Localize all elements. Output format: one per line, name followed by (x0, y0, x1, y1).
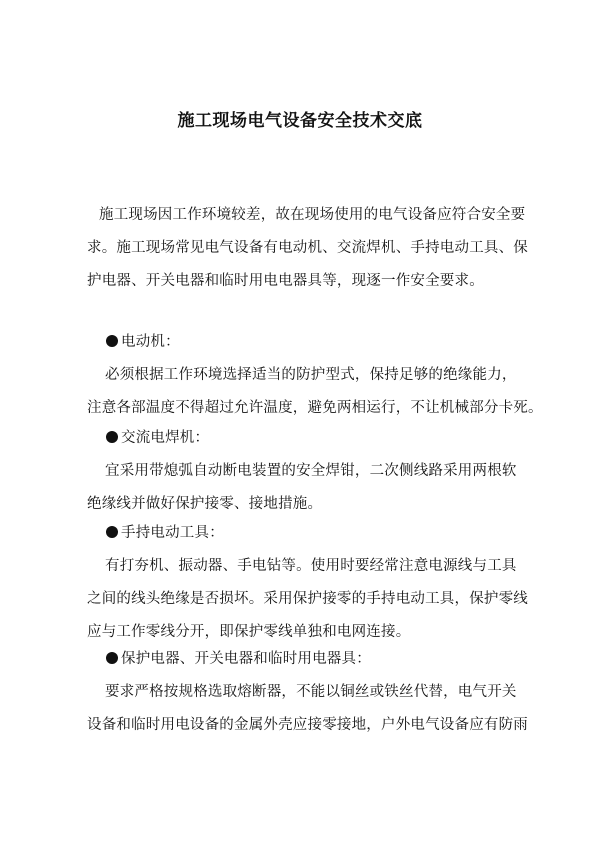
section-line: 之间的线头绝缘是否损坏。采用保护接零的手持电动工具，保护零线 (87, 591, 528, 607)
bullet-icon (106, 652, 118, 664)
section-welder (87, 422, 517, 521)
bullet-icon (106, 526, 118, 538)
section-heading (87, 517, 513, 550)
bullet-icon (106, 335, 118, 347)
section-line: 必须根据工作环境选择适当的防护型式，保持足够的绝缘能力， (105, 367, 517, 383)
section-line: 绝缘线并做好保护接零、接地措施。 (87, 496, 323, 512)
intro-line: 施工现场因工作环境较差，故在现场使用的电气设备应符合安全要 (99, 207, 526, 223)
document-title: 施工现场电气设备安全技术交底 (177, 111, 423, 131)
section-handheld-tools (87, 517, 528, 649)
intro-line: 求。施工现场常见电气设备有电动机、交流焊机、手持电动工具、保 (87, 240, 528, 256)
section-heading (87, 326, 513, 359)
section-line: 设备和临时用电设备的金属外壳应接零接地，户外电气设备应有防雨 (87, 717, 528, 733)
section-line: 有打夯机、振动器、手电钻等。使用时要经常注意电源线与工具 (105, 558, 517, 574)
section-heading-text: 交流电焊机： (121, 430, 210, 446)
intro-paragraph (87, 199, 528, 298)
section-line: 要求严格按规格选取熔断器，不能以铜丝或铁丝代替，电气开关 (105, 684, 517, 700)
section-line: 注意各部温度不得超过允许温度，避免两相运行，不让机械部分卡死。 (87, 400, 543, 416)
section-line: 宜采用带熄弧自动断电装置的安全焊钳，二次侧线路采用两根软 (105, 463, 517, 479)
bullet-icon (106, 431, 118, 443)
section-line: 应与工作零线分开，即保护零线单独和电网连接。 (87, 624, 411, 640)
section-heading (87, 422, 513, 455)
intro-line: 护电器、开关电器和临时用电电器具等，现逐一作安全要求。 (87, 273, 484, 289)
section-heading (87, 643, 513, 676)
section-protective-devices (87, 643, 528, 742)
section-heading-text: 电动机： (121, 334, 180, 350)
section-motor (87, 326, 543, 425)
section-heading-text: 手持电动工具： (121, 525, 224, 541)
section-heading-text: 保护电器、开关电器和临时用电器具： (121, 651, 371, 667)
